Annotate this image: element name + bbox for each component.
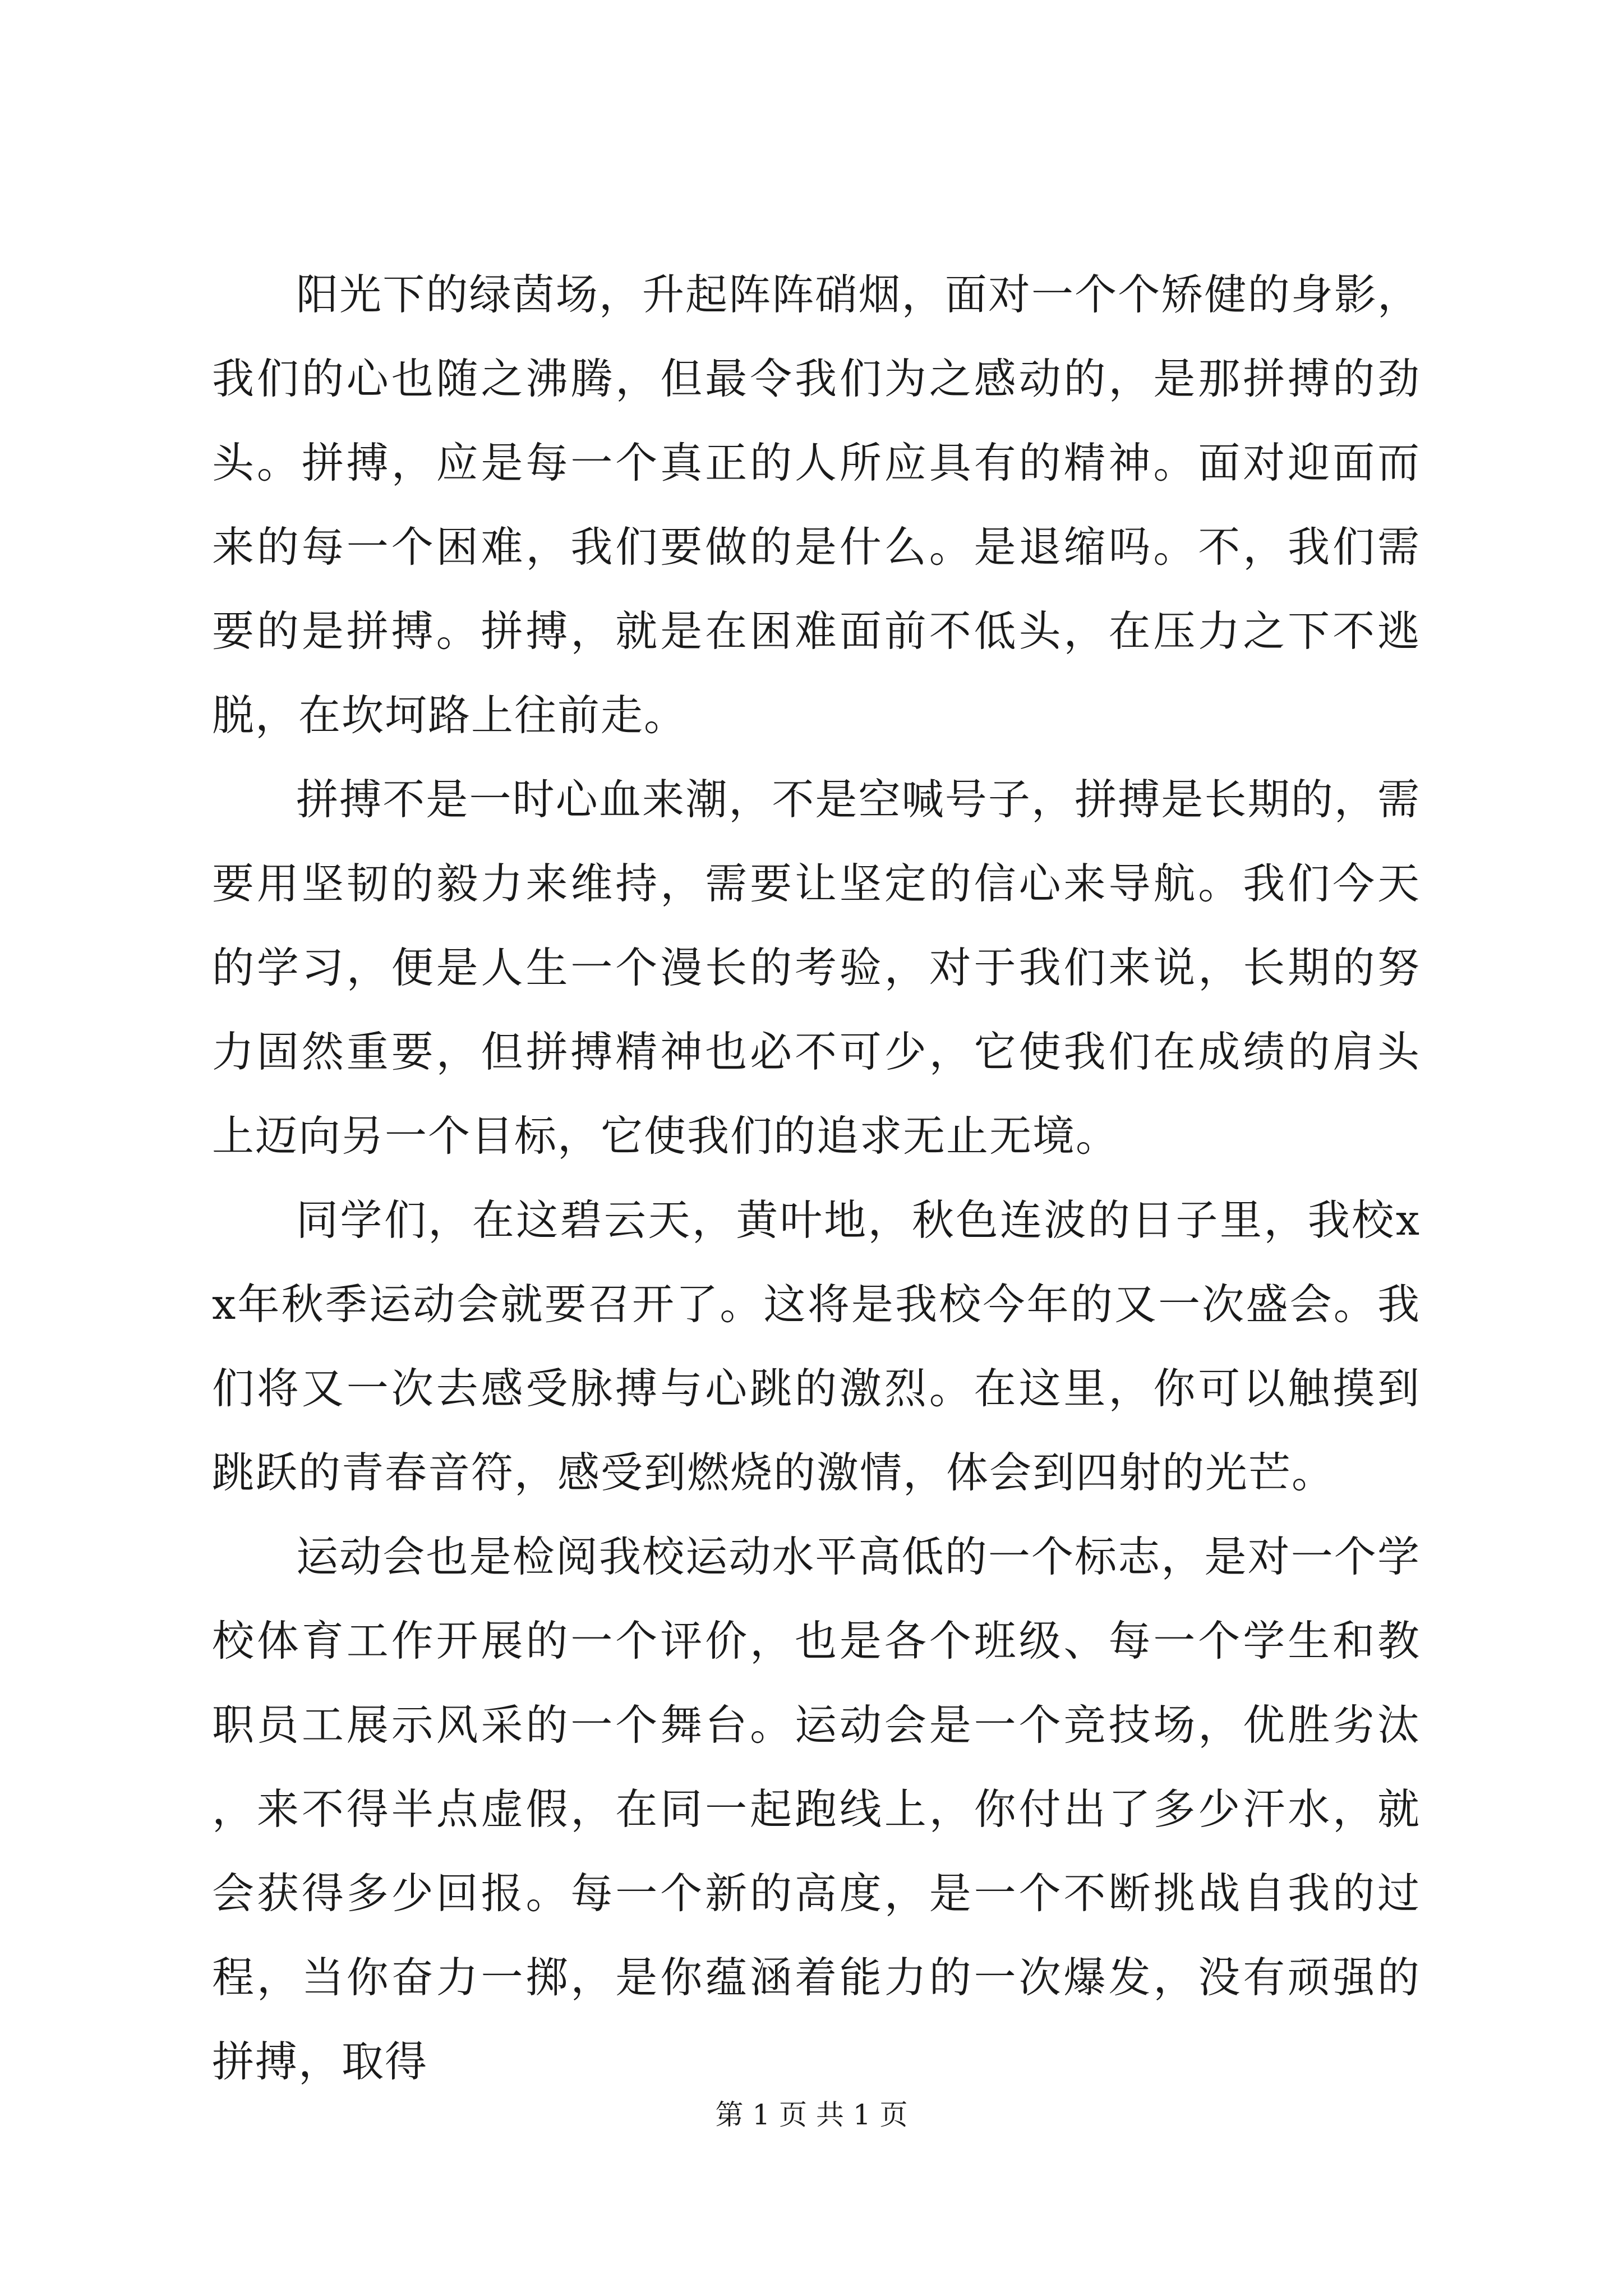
document-body xyxy=(212,252,1421,2104)
paragraph-2: 拼搏不是一时心血来潮，不是空喊号子，拼搏是长期的，需要用坚韧的毅力来维持，需要让坚定的信心来导航。我们今天的学习，便是人生一个漫长的考验，对于我们来说，长期的努力固然重要，但拼搏精神也必不可少，它使我们在成绩的肩头上迈向另一个目标，它使我们的追求无止无境。 xyxy=(212,775,1421,1161)
page-number-footer: 第 1 页 共 1 页 xyxy=(715,2099,908,2131)
paragraph-4: 运动会也是检阅我校运动水平高低的一个标志，是对一个学校体育工作开展的一个评价，也是各个班级、每一个学生和教职员工展示风采的一个舞台。运动会是一个竞技场，优胜劣汰，来不得半点虚假，在同一起跑线上，你付出了多少汗水，就会获得多少回报。每一个新的高度，是一个不断挑战自我的过程，当你奋力一掷，是你蕴涵着能力的一次爆发，没有顽强的拼搏，取得 xyxy=(212,1532,1421,2086)
paragraph-3: 同学们，在这碧云天，黄叶地，秋色连波的日子里，我校xx年秋季运动会就要召开了。这将是我校今年的又一次盛会。我们将又一次去感受脉搏与心跳的激烈。在这里，你可以触摸到跳跃的青春音符，感受到燃烧的激情，体会到四射的光芒。 xyxy=(212,1195,1421,1497)
paragraph-1: 阳光下的绿茵场，升起阵阵硝烟，面对一个个矫健的身影，我们的心也随之沸腾，但最令我们为之感动的，是那拼搏的劲头。拼搏，应是每一个真正的人所应具有的精神。面对迎面而来的每一个困难，我们要做的是什么。是退缩吗。不，我们需要的是拼搏。拼搏，就是在困难面前不低头，在压力之下不逃脱，在坎坷路上往前走。 xyxy=(212,270,1421,740)
